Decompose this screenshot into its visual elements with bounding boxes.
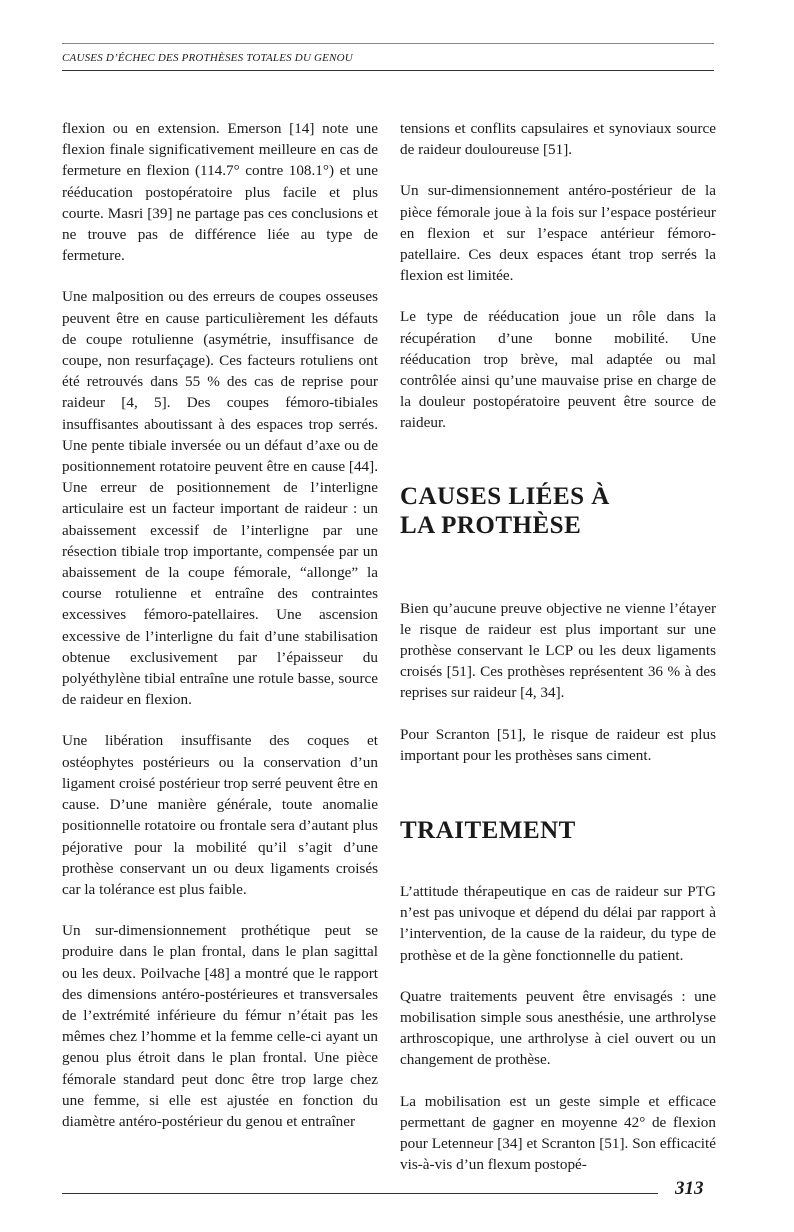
left-column <box>62 118 378 1152</box>
running-head: CAUSES D’ÉCHEC DES PROTHÈSES TOTALES DU GENOU <box>62 52 353 64</box>
page-number: 313 <box>675 1178 704 1199</box>
paragraph: flexion ou en extension. Emerson [14] note une flexion finale significativement meilleure en cas de fermeture en flexion (114.7° contre 108.1°) et une rééducation postopératoire plus facile et plus courte. Masri [39] ne partage pas ces conclusions et ne trouve pas de différence liée au type de fermeture. <box>62 120 378 265</box>
section-heading-traitement: TRAITEMENT <box>400 817 576 845</box>
top-rule <box>62 43 714 44</box>
heading-line: LA PROTHÈSE <box>400 511 582 539</box>
section-heading-prothese <box>400 482 716 540</box>
paragraph: Le type de rééducation joue un rôle dans la récupération d’une bonne mobilité. Une rééducation trop brève, mal adaptée ou mal contrôlée ainsi qu’une mauvaise prise en charge de la douleur postopératoire peuvent être source de raideur. <box>400 308 716 432</box>
paragraph: L’attitude thérapeutique en cas de raideur sur PTG n’est pas univoque et dépend du délai par rapport à l’intervention, de la cause de la raideur, du type de prothèse et de la gène fonctionnelle du patient. <box>400 883 716 964</box>
paragraph: Une libération insuffisante des coques et ostéophytes postérieurs ou la conservation d’un ligament croisé postérieur trop serré peuvent être en cause. D’une manière générale, toute anomalie positionnelle rotatoire ou frontale sera d’autant plus péjorative pour la mobilité qu’il s’agit d’une prothèse conservant un ou deux ligaments croisés car la tolérance est plus faible. <box>62 732 378 898</box>
paragraph: tensions et conflits capsulaires et synoviaux source de raideur douloureuse [51]. <box>400 120 716 159</box>
paragraph: Une malposition ou des erreurs de coupes osseuses peuvent être en cause particulièrement les défauts de coupe rotulienne (asymétrie, insuffisance de coupe, non resurfaçage). Ces facteurs rotuliens ont été retrouvés dans 55 % des cas de reprise pour raideur [4, 5]. Des coupes fémoro-tibiales insuffisantes aboutissant à des espaces trop serrés. Une pente tibiale inversée ou un défaut d’axe ou de positionnement rotatoire peuvent être en cause [44]. Une erreur de positionnement de l’interligne articulaire est un facteur important de raideur : un abaissement excessif de l’interligne par une résection tibiale trop importante, compensée par un abaissement de la coupe fémorale, “allonge” la course rotulienne et entraîne des contraintes excessives fémoro-patellaires. Une ascension excessive de l’interligne du fait d’une stabilisation obtenue exclusivement par l’épaisseur du polyéthylène tibial entraîne une rotule basse, source de raideur en flexion. <box>62 288 378 709</box>
paragraph: Un sur-dimensionnement antéro-postérieur de la pièce fémorale joue à la fois sur l’espace postérieur en flexion et sur l’espace antérieur fémoro-patellaire. Ces deux espaces étant trop serrés la flexion est limitée. <box>400 182 716 285</box>
heading-line: CAUSES LIÉES À <box>400 482 610 510</box>
paragraph: Quatre traitements peuvent être envisagés : une mobilisation simple sous anesthésie, une arthrolyse arthroscopique, une arthrolyse à ciel ouvert ou un changement de prothèse. <box>400 987 716 1069</box>
right-column <box>400 118 716 1196</box>
paragraph: Un sur-dimensionnement prothétique peut se produire dans le plan frontal, dans le plan sagittal ou les deux. Poilvache [48] a montré que le rapport des dimensions antéro-postérieures et transversales de l’extrémité inférieure du fémur n’était pas les mêmes chez l’homme et la femme celle-ci ayant un genou plus étroit dans le plan frontal. Une pièce fémorale standard peut donc être trop large chez une femme, si elle est ajustée en fonction du diamètre antéro-postérieur du genou et entraîner <box>62 922 378 1130</box>
header-rule <box>62 70 714 71</box>
paragraph: La mobilisation est un geste simple et efficace permettant de gagner en moyenne 42° de flexion pour Letenneur [34] et Scranton [51]. Son efficacité vis-à-vis d’un flexum postopé- <box>400 1092 716 1174</box>
paragraph: Pour Scranton [51], le risque de raideur est plus important pour les prothèses sans ciment. <box>400 725 716 764</box>
paragraph: Bien qu’aucune preuve objective ne vienne l’étayer le risque de raideur est plus important sur une prothèse conservant le LCP ou les deux ligaments croisés [51]. Ces prothèses représentent 36 % à des reprises sur raideur [4, 34]. <box>400 599 716 702</box>
footer-rule <box>62 1193 658 1194</box>
